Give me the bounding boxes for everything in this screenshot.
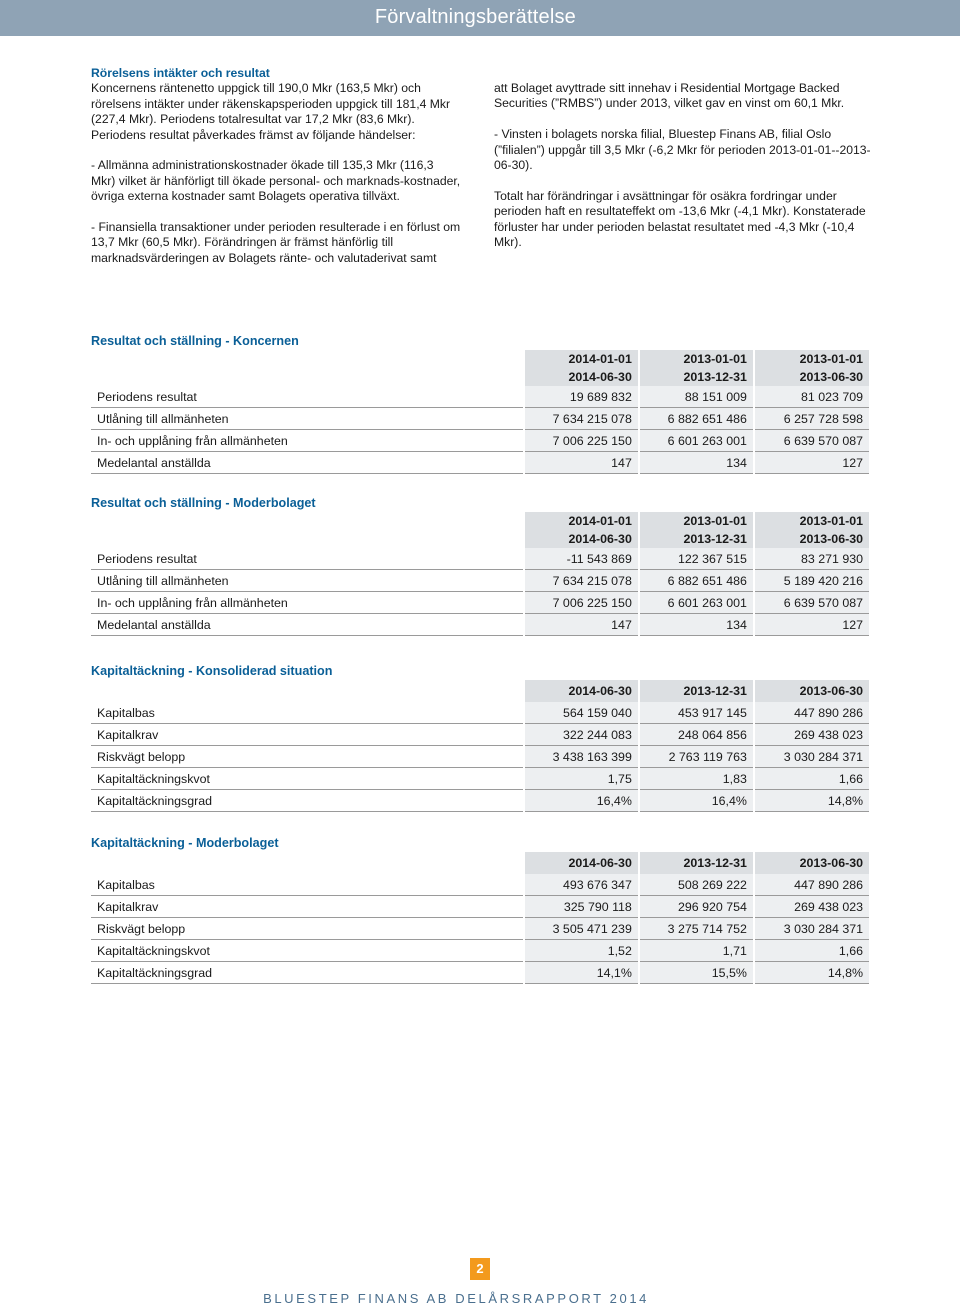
column-header: 2013-01-01 2013-12-31 [639, 512, 754, 548]
paragraph: Koncernens räntenetto uppgick till 190,0 Mkr (163,5 Mkr) och rörelsens intäkter under räkenskapsperioden uppgick till 181,4 Mkr (227,4 Mkr). Periodens totalresultat var 17,2 Mkr (83,6 Mkr). Periodens resultat påverkades främst av följande händelser: [91, 81, 451, 142]
table-row: In- och upplåning från allmänheten 7 006 225 150 6 601 263 001 6 639 570 087 [91, 592, 869, 614]
table-row: Utlåning till allmänheten 7 634 215 078 6 882 651 486 5 189 420 216 [91, 570, 869, 592]
section-heading: Rörelsens intäkter och resultat [91, 66, 270, 80]
table-row: Kapitalbas 493 676 347 508 269 222 447 890 286 [91, 874, 869, 896]
financial-table [91, 852, 869, 984]
financial-table [91, 350, 869, 474]
column-header: 2013-01-01 2013-06-30 [754, 512, 869, 548]
table-row: Kapitalbas 564 159 040 453 917 145 447 890 286 [91, 702, 869, 724]
table-row: Medelantal anställda 147 134 127 [91, 452, 869, 474]
table-title: Resultat och ställning - Koncernen [91, 334, 299, 348]
page-number: 2 [470, 1258, 490, 1280]
paragraph: - Allmänna administrationskostnader ökade till 135,3 Mkr (116,3 Mkr) vilket är hänförligt till ökade personal- och marknads-kostnader, övriga externa kostnader samt Bolagets operativa tillväxt. [91, 158, 461, 204]
table-row: Riskvägt belopp 3 438 163 399 2 763 119 763 3 030 284 371 [91, 746, 869, 768]
paragraph: - Vinsten i bolagets norska filial, Bluestep Finans AB, filial Oslo (”filialen”) uppgår till 3,5 Mkr (-6,2 Mkr för perioden 2013-01-01--2013-06-30). [494, 127, 871, 173]
column-header: 2014-01-01 2014-06-30 [524, 512, 639, 548]
column-header: 2013-12-31 [639, 680, 754, 702]
table-row: Kapitaltäckningskvot 1,75 1,83 1,66 [91, 768, 869, 790]
table-row: Periodens resultat -11 543 869 122 367 515 83 271 930 [91, 548, 869, 570]
table-row: Riskvägt belopp 3 505 471 239 3 275 714 752 3 030 284 371 [91, 918, 869, 940]
paragraph: Totalt har förändringar i avsättningar för osäkra fordringar under perioden haft en resultateffekt om -13,6 Mkr (-4,1 Mkr). Konstaterade förluster har under perioden belastat resultatet med -4,3 Mkr (-10,4 Mkr). [494, 188, 866, 250]
table-row: In- och upplåning från allmänheten 7 006 225 150 6 601 263 001 6 639 570 087 [91, 430, 869, 452]
table-row: Periodens resultat 19 689 832 88 151 009 81 023 709 [91, 386, 869, 408]
left-text-column [91, 66, 461, 266]
column-header: 2013-01-01 2013-12-31 [639, 350, 754, 386]
table-title: Kapitaltäckning - Konsoliderad situation [91, 664, 333, 678]
table-row: Utlåning till allmänheten 7 634 215 078 6 882 651 486 6 257 728 598 [91, 408, 869, 430]
right-text-column [494, 81, 874, 250]
table-row: Kapitaltäckningsgrad 14,1% 15,5% 14,8% [91, 962, 869, 984]
page-title: Förvaltningsberättelse [374, 6, 576, 28]
column-header: 2013-06-30 [754, 852, 869, 874]
footer-text: BLUESTEP FINANS AB DELÅRSRAPPORT 2014 [263, 1291, 649, 1306]
table-row: Medelantal anställda 147 134 127 [91, 614, 869, 636]
table-row: Kapitaltäckningsgrad 16,4% 16,4% 14,8% [91, 790, 869, 812]
table-section-kapitaltackning-moderbolaget [91, 834, 869, 984]
header-banner [0, 0, 960, 36]
column-header: 2013-12-31 [639, 852, 754, 874]
table-row: Kapitalkrav 325 790 118 296 920 754 269 438 023 [91, 896, 869, 918]
table-section-kapitaltackning-konsoliderad [91, 662, 869, 812]
financial-table [91, 512, 869, 636]
column-header: 2014-06-30 [524, 680, 639, 702]
paragraph: att Bolaget avyttrade sitt innehav i Residential Mortgage Backed Securities (”RMBS”) under 2013, vilket gav en vinst om 60,1 Mkr. [494, 81, 845, 111]
column-header: 2013-01-01 2013-06-30 [754, 350, 869, 386]
column-header: 2013-06-30 [754, 680, 869, 702]
table-section-koncernen [91, 332, 869, 474]
financial-table [91, 680, 869, 812]
column-header: 2014-06-30 [524, 852, 639, 874]
table-title: Kapitaltäckning - Moderbolaget [91, 836, 279, 850]
column-header: 2014-01-01 2014-06-30 [524, 350, 639, 386]
paragraph: - Finansiella transaktioner under perioden resulterade i en förlust om 13,7 Mkr (60,5 Mkr). Förändringen är främst hänförlig till marknadsvärderingen av Bolagets ränte- och valutaderivat samt [91, 220, 461, 265]
table-row: Kapitaltäckningskvot 1,52 1,71 1,66 [91, 940, 869, 962]
table-section-moderbolaget [91, 494, 869, 636]
table-row: Kapitalkrav 322 244 083 248 064 856 269 438 023 [91, 724, 869, 746]
table-title: Resultat och ställning - Moderbolaget [91, 496, 316, 510]
